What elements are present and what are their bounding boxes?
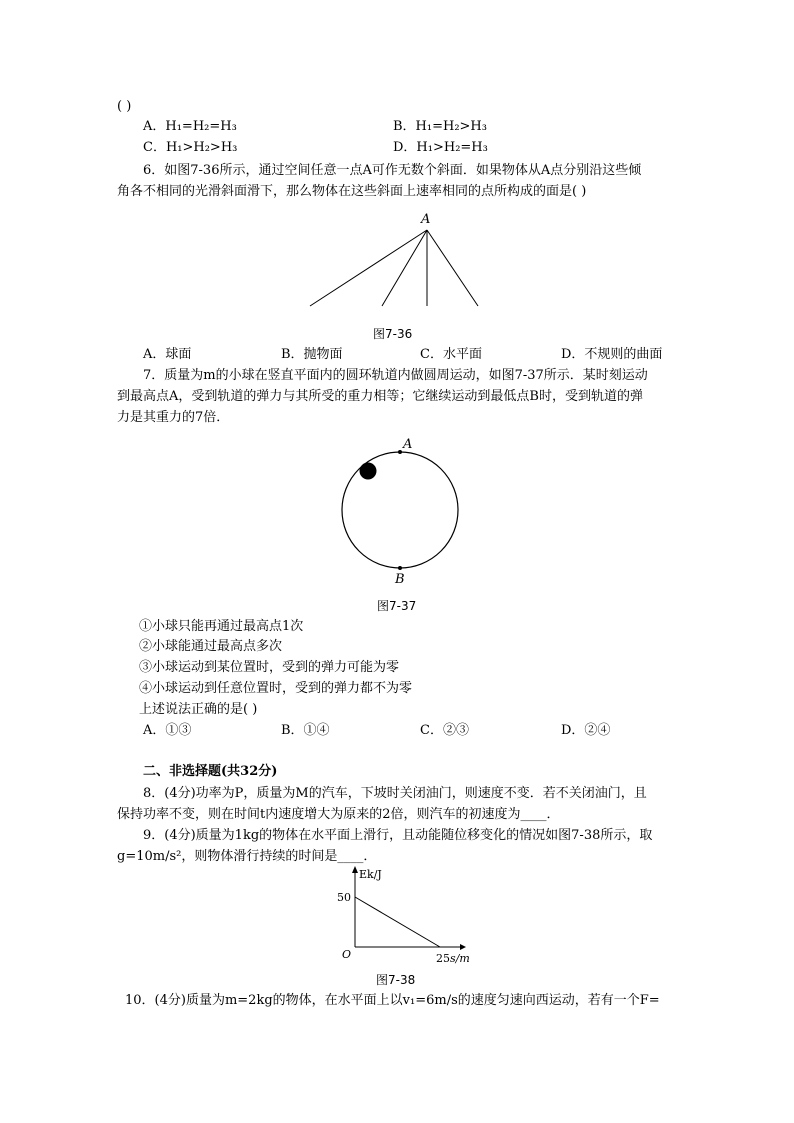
x-tick-label: 25: [436, 952, 450, 965]
q6-line-2: 角各不相同的光滑斜面滑下，那么物体在这些斜面上速率相同的点所构成的面是( ): [117, 184, 587, 199]
q6-line-1: 6．如图7-36所示，通过空间任意一点A可作无数个斜面．如果物体从A点分别沿这些倾: [143, 163, 642, 178]
q9-line-1: 9．(4分)质量为1kg的物体在水平面上滑行，且动能随位移变化的情况如图7-38所示，取: [143, 828, 653, 843]
point-b-label: B: [395, 572, 405, 587]
y-tick-label: 50: [337, 891, 351, 904]
figure-7-38-kinetic-energy-chart: [330, 866, 480, 966]
point-a-label: A: [421, 212, 431, 227]
kinetic-energy-line: [355, 897, 440, 947]
top-point-dot: [398, 450, 402, 454]
q5-paren: ( ): [117, 99, 132, 114]
figure-7-37-caption: 图7-37: [377, 599, 417, 613]
origin-label: O: [342, 948, 352, 961]
q7-line-3: 力是其重力的7倍．: [117, 410, 230, 425]
q9-line-2: g=10m/s²，则物体滑行持续的时间是____．: [117, 849, 377, 864]
figure-7-36-inclines: [300, 210, 500, 310]
y-axis-arrow: [352, 866, 358, 873]
q7-prompt: 上述说法正确的是( ): [139, 702, 258, 717]
point-a-label: A: [403, 437, 413, 452]
q6-option-d: D．不规则的曲面: [561, 347, 663, 362]
q5-option-c: C．H₁>H₂>H₃: [143, 140, 238, 155]
section-2-heading: 二、非选择题(共32分): [143, 764, 278, 779]
x-axis-label: s/m: [450, 952, 470, 965]
figure-7-37-circular-track: [330, 434, 470, 586]
q8-line-2: 保持功率不变，则在时间t内速度增大为原来的2倍，则汽车的初速度为____．: [117, 807, 560, 822]
q7-statement-1: ①小球只能再通过最高点1次: [139, 619, 304, 634]
incline-line: [382, 230, 427, 306]
q5-option-d: D．H₁>H₂=H₃: [393, 140, 488, 155]
q6-option-b: B．抛物面: [281, 347, 343, 362]
bottom-point-dot: [398, 566, 402, 570]
q7-option-d: D．②④: [561, 723, 611, 738]
incline-line: [310, 230, 427, 306]
q5-option-b: B．H₁=H₂>H₃: [393, 119, 487, 134]
q6-option-c: C．水平面: [420, 347, 482, 362]
circular-track: [342, 452, 458, 568]
q7-statement-2: ②小球能通过最高点多次: [139, 639, 283, 654]
q7-line-2: 到最高点A，受到轨道的弹力与其所受的重力相等；它继续运动到最低点B时，受到轨道的弹: [117, 389, 643, 404]
q6-option-a: A．球面: [143, 347, 192, 362]
y-axis-label: Ek/J: [359, 868, 382, 881]
incline-line: [427, 230, 478, 306]
ball: [360, 463, 377, 480]
q8-line-1: 8．(4分)功率为P，质量为M的汽车，下坡时关闭油门，则速度不变．若不关闭油门，且: [143, 786, 647, 801]
q7-option-b: B．①④: [281, 723, 330, 738]
q5-option-a: A．H₁=H₂=H₃: [143, 119, 237, 134]
q7-option-c: C．②③: [420, 723, 469, 738]
figure-7-38-caption: 图7-38: [376, 973, 416, 987]
q7-statement-4: ④小球运动到任意位置时，受到的弹力都不为零: [139, 681, 413, 696]
q7-option-a: A．①③: [143, 723, 192, 738]
figure-7-36-caption: 图7-36: [373, 327, 413, 341]
q7-line-1: 7．质量为m的小球在竖直平面内的圆环轨道内做圆周运动，如图7-37所示．某时刻运动: [143, 368, 648, 383]
q10-line-1: 10．(4分)质量为m=2kg的物体，在水平面上以v₁=6m/s的速度匀速向西运动，若有一个F=: [125, 993, 660, 1008]
x-axis-arrow: [460, 944, 466, 950]
q7-statement-3: ③小球运动到某位置时，受到的弹力可能为零: [139, 660, 400, 675]
